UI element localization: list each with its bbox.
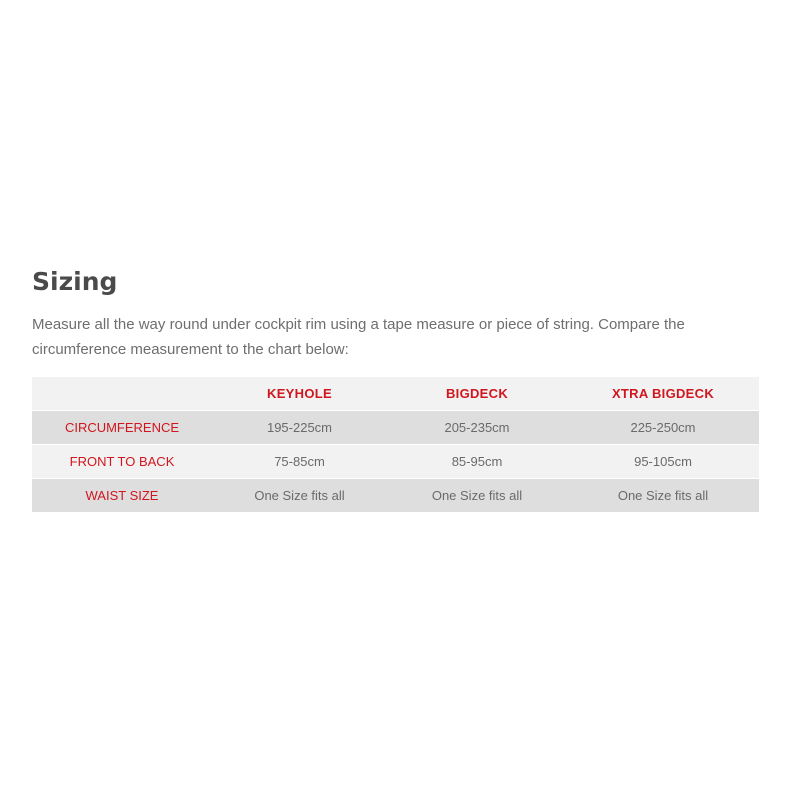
table-row-front-to-back	[32, 445, 759, 479]
table-row-waist-size	[32, 479, 759, 513]
table-cell: 225-250cm	[567, 411, 759, 445]
column-header-xtra-bigdeck: XTRA BIGDECK	[611, 386, 715, 401]
section-description: Measure all the way round under cockpit rim using a tape measure or piece of string. Compare the circumference measurement to the chart below:	[32, 316, 685, 358]
table-cell: 85-95cm	[387, 445, 567, 479]
table-cell: 195-225cm	[212, 411, 387, 445]
table-cell: 75-85cm	[212, 445, 387, 479]
column-header-bigdeck: BIGDECK	[445, 386, 509, 401]
table-cell: 205-235cm	[387, 411, 567, 445]
table-row-circumference	[32, 411, 759, 445]
table-cell: 95-105cm	[567, 445, 759, 479]
table-corner-cell	[32, 377, 212, 411]
size-chart-table	[32, 377, 759, 512]
section-title: Sizing	[32, 267, 118, 296]
row-label-waist-size: WAIST SIZE	[32, 479, 212, 513]
table-cell: One Size fits all	[387, 479, 567, 513]
column-header-keyhole: KEYHOLE	[267, 386, 332, 401]
sizing-section	[32, 262, 759, 512]
table-cell: One Size fits all	[212, 479, 387, 513]
table-header-row	[32, 377, 759, 411]
table-cell: One Size fits all	[567, 479, 759, 513]
row-label-front-to-back: FRONT TO BACK	[32, 445, 212, 479]
row-label-circumference: CIRCUMFERENCE	[32, 411, 212, 445]
